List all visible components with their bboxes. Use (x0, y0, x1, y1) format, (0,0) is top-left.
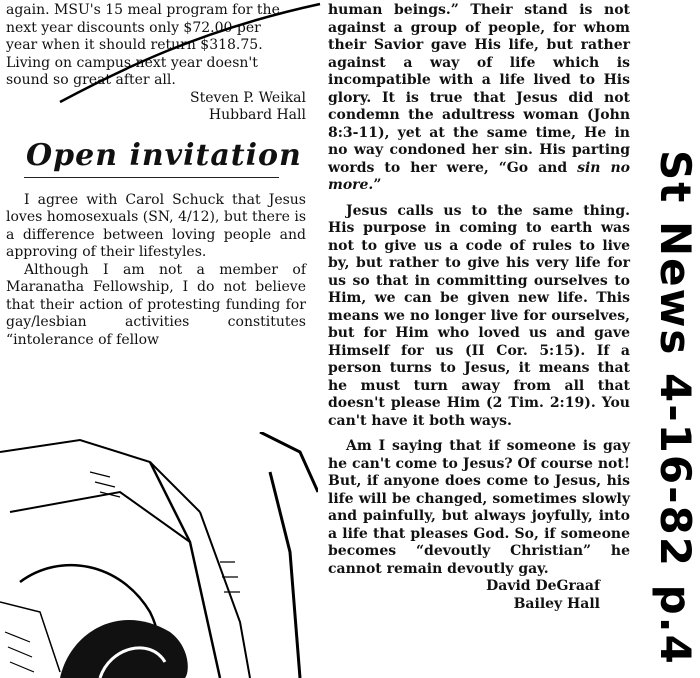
paragraph-gap (328, 430, 630, 438)
article-paragraph: I agree with Carol Schuck that Jesus loves homosexuals (SN, 4/12), but there is a difference between loving people and approving of their lifestyles. (6, 191, 306, 260)
article-paragraph: Am I saying that if someone is gay he can't come to Jesus? Of course not! But, if anyone does come to Jesus, his life will be changed, sometimes slowly and painfully, but always joyfully, into a life that pleases God. So, if someone becomes “devoutly Christian” he cannot remain devoutly gay. (328, 438, 630, 577)
pen-strike-mark (0, 0, 330, 110)
signature-name: David DeGraaf (486, 578, 600, 594)
headline-rule (24, 177, 279, 178)
paragraph-gap (328, 195, 630, 203)
italic-phrase: sin no more. (328, 159, 630, 193)
article-paragraph: Although I am not a member of Maranatha Fellowship, I do not believe that their action of protesting funding for gay/lesbian activities constitutes “intolerance of fellow (6, 261, 306, 348)
paragraph-text: human beings.” Their stand is not against a group of people, for whom their Savior gave His life, but rather against a way of life which is incompatible with a life lived to His glory. It is true that Jesus did not condemn the adultress woman (John 8:3-11), yet at the same time, He in no way condoned her sin. His parting words to her were, “Go and (328, 2, 630, 176)
text-line: sound so great after all. (6, 72, 176, 88)
signature-name: Steven P. Weikal (190, 89, 306, 106)
text-line: year when it should return $318.75. (6, 37, 263, 53)
text-line: again. MSU's 15 meal program for the (6, 2, 280, 18)
handwritten-date-annotation: St News 4-16-82 p.4 (651, 150, 700, 666)
article-paragraph-continued (328, 2, 630, 195)
text-line: next year discounts only $72.00 per (6, 19, 261, 36)
text-line: Living on campus next year doesn't (6, 54, 258, 71)
article-headline: Open invitation (26, 137, 302, 173)
cartoon-illustration (0, 432, 318, 678)
signature-place: Bailey Hall (513, 595, 600, 612)
article-paragraph: Jesus calls us to the same thing. His purpose in coming to earth was not to give us a code of rules to live by, but rather to give his very life for us so that in committing ourselves to Him, we can be given new life. This means we no longer live for ourselves, but for Him who loved us and gave Himself for us (II Cor. 5:15). If a person turns to Jesus, it means that he must turn away from all that doesn't please Him (2 Tim. 2:19). You can't have it both ways. (328, 202, 630, 429)
signature-place: Hubbard Hall (208, 107, 306, 123)
right-column (328, 2, 630, 613)
closing-quote: ” (373, 177, 382, 193)
